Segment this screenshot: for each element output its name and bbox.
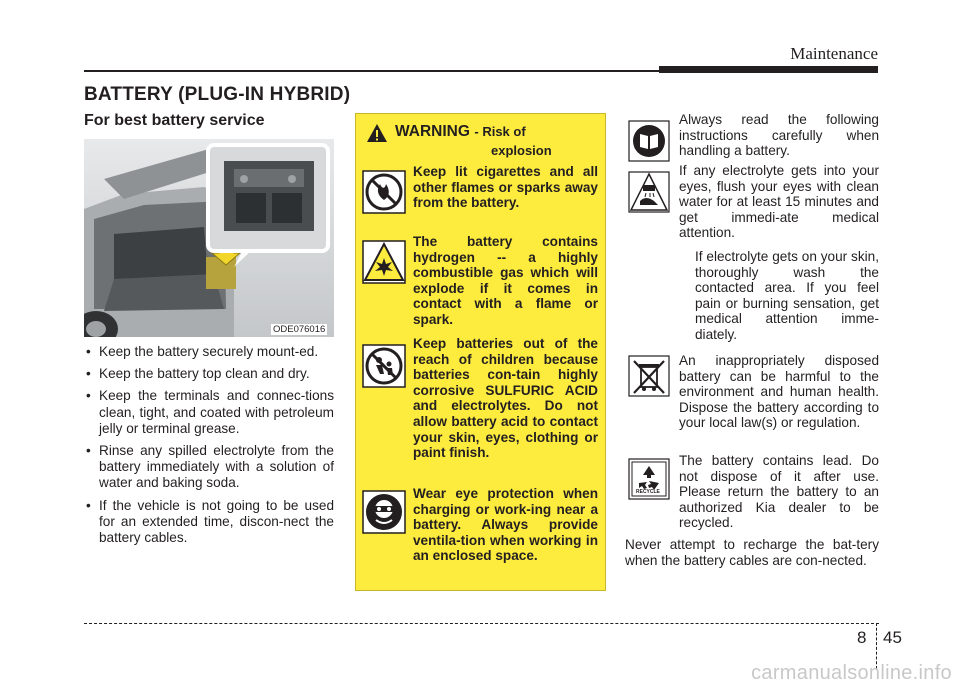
- list-item: • Keep the battery securely mount-ed.: [84, 344, 334, 360]
- list-item: • Rinse any spilled electrolyte from the battery immediately with a solution of water and baking soda.: [84, 443, 334, 492]
- footer-rule: [84, 623, 879, 624]
- list-item: • If the vehicle is not going to be used for an extended time, discon-nect the battery cables.: [84, 498, 334, 547]
- warning-text-children: Keep batteries out of the reach of children because batteries con-tain highly corrosive SULFURIC ACID and electrolytes. Do not allow battery acid to contact your skin, eyes, clothing or paint finish.: [413, 336, 598, 461]
- list-item: • Keep the terminals and connec-tions clean, tight, and coated with petroleum jelly or terminal grease.: [84, 388, 334, 437]
- photo-caption: ODE076016: [273, 324, 326, 335]
- eye-protection-icon: [362, 490, 406, 534]
- warning-triangle-icon: [366, 123, 388, 143]
- text-read-instructions: Always read the following instructions carefully when handling a battery.: [679, 112, 879, 159]
- read-manual-icon: [628, 120, 670, 162]
- text-eye-contact: If any electrolyte gets into your eyes, flush your eyes with clean water for at least 15 minutes and get immedi-ate medical attention.: [679, 163, 879, 241]
- text-recycle-lead: The battery contains lead. Do not dispose of it after use. Please return the battery to an authorized Kia dealer to be recycled.: [679, 453, 879, 531]
- eye-rinse-icon: [628, 171, 670, 213]
- section-label: Maintenance: [790, 44, 878, 63]
- text-never-recharge: Never attempt to recharge the bat-tery when the battery cables are con-nected.: [625, 537, 879, 568]
- car-trunk-illustration: [84, 139, 334, 337]
- battery-care-list: [84, 344, 334, 552]
- page-title: BATTERY (PLUG-IN HYBRID): [84, 84, 351, 105]
- list-item: • Keep the battery top clean and dry.: [84, 366, 334, 382]
- text-skin-contact: If electrolyte gets on your skin, thoroughly wash the contacted area. If you feel pain or burning sensation, get medical attention imme-diately.: [695, 249, 879, 342]
- warning-subtitle-line2: explosion: [491, 143, 552, 158]
- watermark: carmanualsonline.info: [751, 662, 952, 684]
- warning-text-eye-protection: Wear eye protection when charging or work-ing near a battery. Always provide ventila-tion when working in an enclosed space.: [413, 486, 598, 564]
- header-rule-accent: [659, 66, 878, 73]
- warning-subtitle: - Risk of: [474, 124, 526, 139]
- page-number: 45: [883, 628, 902, 647]
- subheading: For best battery service: [84, 112, 265, 129]
- explosion-hazard-icon: [362, 240, 406, 284]
- chapter-number: 8: [857, 628, 867, 647]
- warning-heading: [395, 123, 595, 158]
- acid-label: ACID: [643, 185, 656, 191]
- no-flame-icon: [362, 170, 406, 214]
- warning-title: WARNING: [395, 123, 470, 140]
- text-disposal: An inappropriately disposed battery can be harmful to the environment and human health. Dispose the battery according to your local law(s) or regulation.: [679, 353, 879, 431]
- no-trash-bin-icon: [628, 355, 670, 397]
- warning-text-flames: Keep lit cigarettes and all other flames or sparks away from the battery.: [413, 164, 598, 211]
- keep-away-from-children-icon: [362, 344, 406, 388]
- recycle-label: RECYCLE: [636, 489, 660, 495]
- warning-text-hydrogen: The battery contains hydrogen -- a highly combustible gas which will explode if it comes in contact with a flame or spark.: [413, 234, 598, 327]
- battery-photo: [84, 139, 334, 337]
